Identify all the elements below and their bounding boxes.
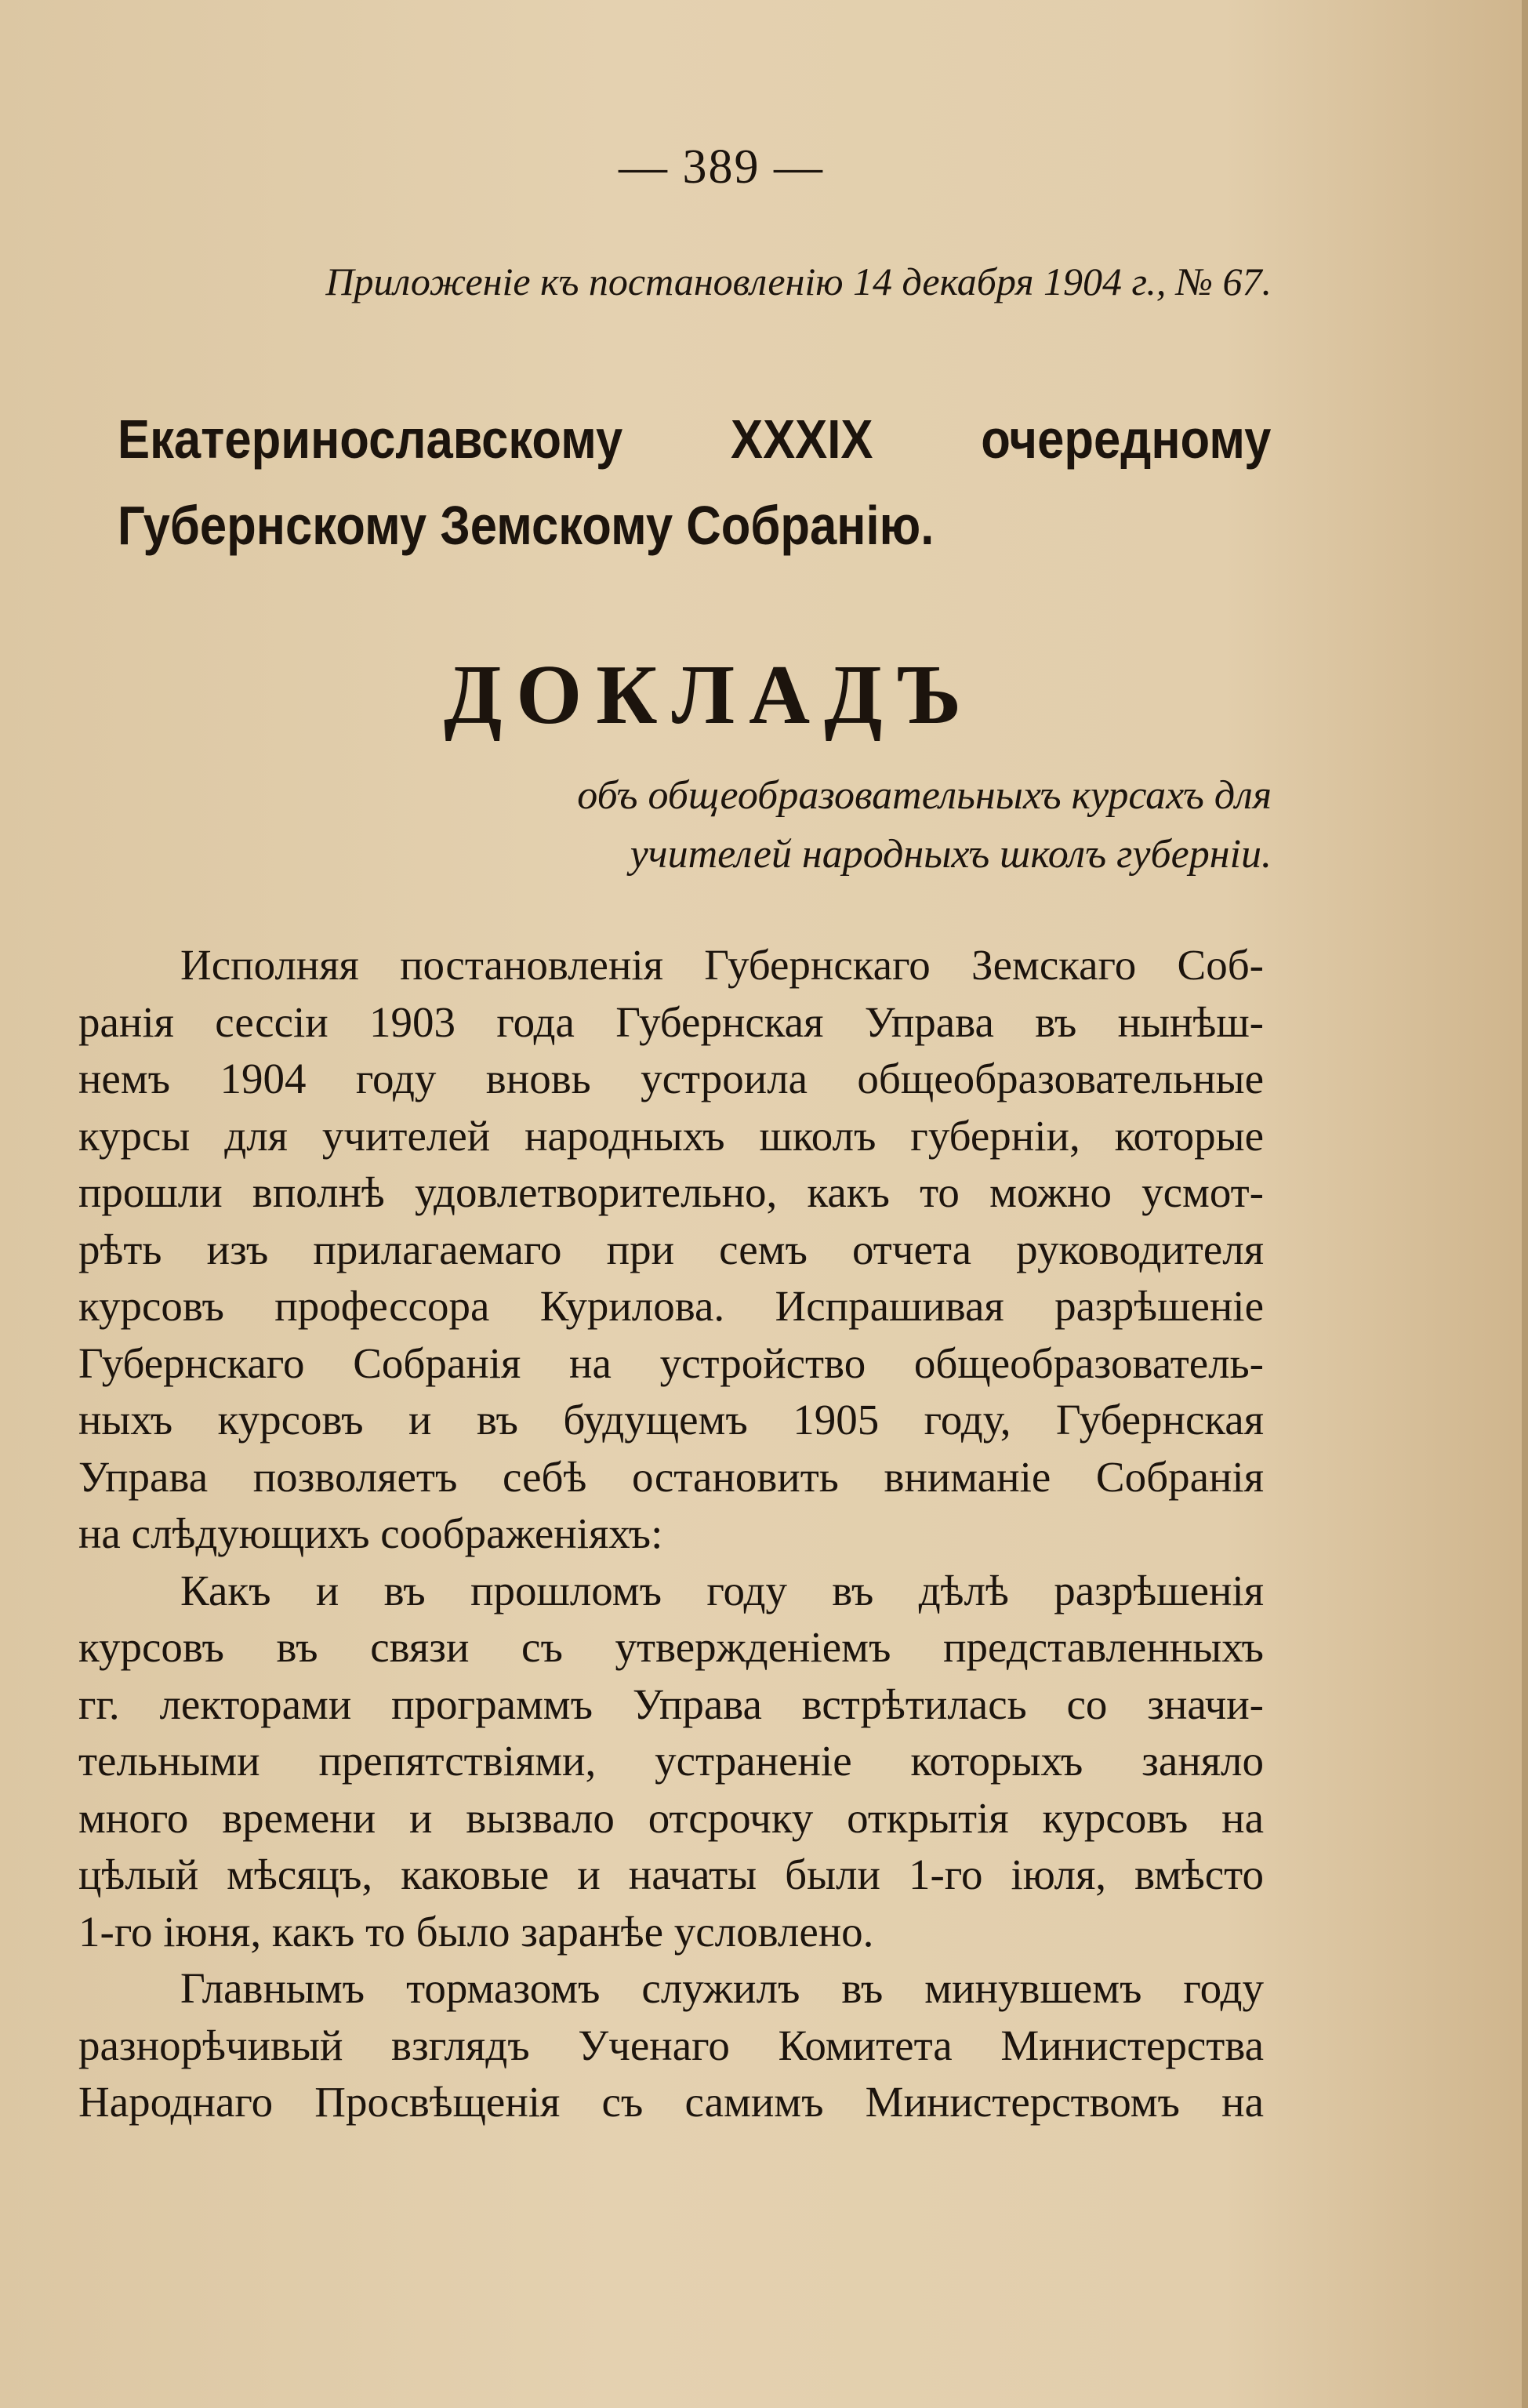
text-line: курсовъ профессора Курилова. Испрашивая разрѣшеніе [78,1282,1264,1330]
page-number: — 389 — [619,140,824,194]
heading-line-2: Губернскому Земскому Собранію. [118,495,935,556]
text-line: рѣть изъ прилагаемаго при семъ отчета руководителя [78,1225,1264,1273]
text-line: курсы для учителей народныхъ школъ губерніи, которые [78,1111,1264,1160]
subtitle-line-1: объ общеобразовательныхъ курсахъ для [577,773,1272,818]
text-line: Народнаго Просвѣщенія съ самимъ Министерствомъ на [78,2078,1264,2126]
text-line: тельными препятствіями, устраненіе которыхъ заняло [78,1737,1264,1785]
paragraph-3 [78,1960,1264,2131]
text-line: прошли вполнѣ удовлетворительно, какъ то можно усмот- [78,1168,1264,1216]
appendix-note: Приложеніе къ постановленію 14 декабря 1904 г., № 67. [325,260,1272,303]
text-line: много времени и вызвало отсрочку открытія курсовъ на [78,1793,1264,1842]
heading-line-1: Екатеринославскому XXXIX очередному [118,409,1272,470]
text-line: цѣлый мѣсяцъ, каковые и начаты были 1-го іюля, вмѣсто [78,1850,1264,1898]
page-edge-shadow [1522,0,1528,2408]
paragraph-1 [78,937,1264,1563]
text-line: немъ 1904 году вновь устроила общеобразовательные [78,1055,1264,1102]
text-line: Управа позволяетъ себѣ остановить вниманіе Собранія [78,1452,1264,1501]
report-title: ДОКЛАДЪ [443,648,976,742]
text-line: Главнымъ тормазомъ служилъ въ минувшемъ году [180,1964,1264,2012]
text-line: Губернскаго Собранія на устройство общеобразователь- [78,1338,1264,1387]
text-line: курсовъ въ связи съ утвержденіемъ представленныхъ [78,1623,1264,1671]
text-line: гг. лекторами программъ Управа встрѣтилась со значи- [78,1680,1264,1728]
paragraph-2 [78,1563,1264,1961]
text-line: Исполняя постановленія Губернскаго Земскаго Соб- [180,941,1264,989]
text-line: 1-го іюня, какъ то было заранѣе условлено. [78,1907,874,1956]
subtitle-line-2: учителей народныхъ школъ губерніи. [630,832,1272,877]
text-line: разнорѣчивый взглядъ Ученаго Комитета Министерства [78,2021,1264,2069]
text-line: на слѣдующихъ соображеніяхъ: [78,1509,663,1557]
text-line: ранія сессіи 1903 года Губернская Управа въ нынѣш- [78,997,1264,1046]
body-text [78,937,1264,2131]
text-line: Какъ и въ прошломъ году въ дѣлѣ разрѣшенія [180,1566,1264,1614]
text-line: ныхъ курсовъ и въ будущемъ 1905 году, Губернская [78,1396,1264,1444]
